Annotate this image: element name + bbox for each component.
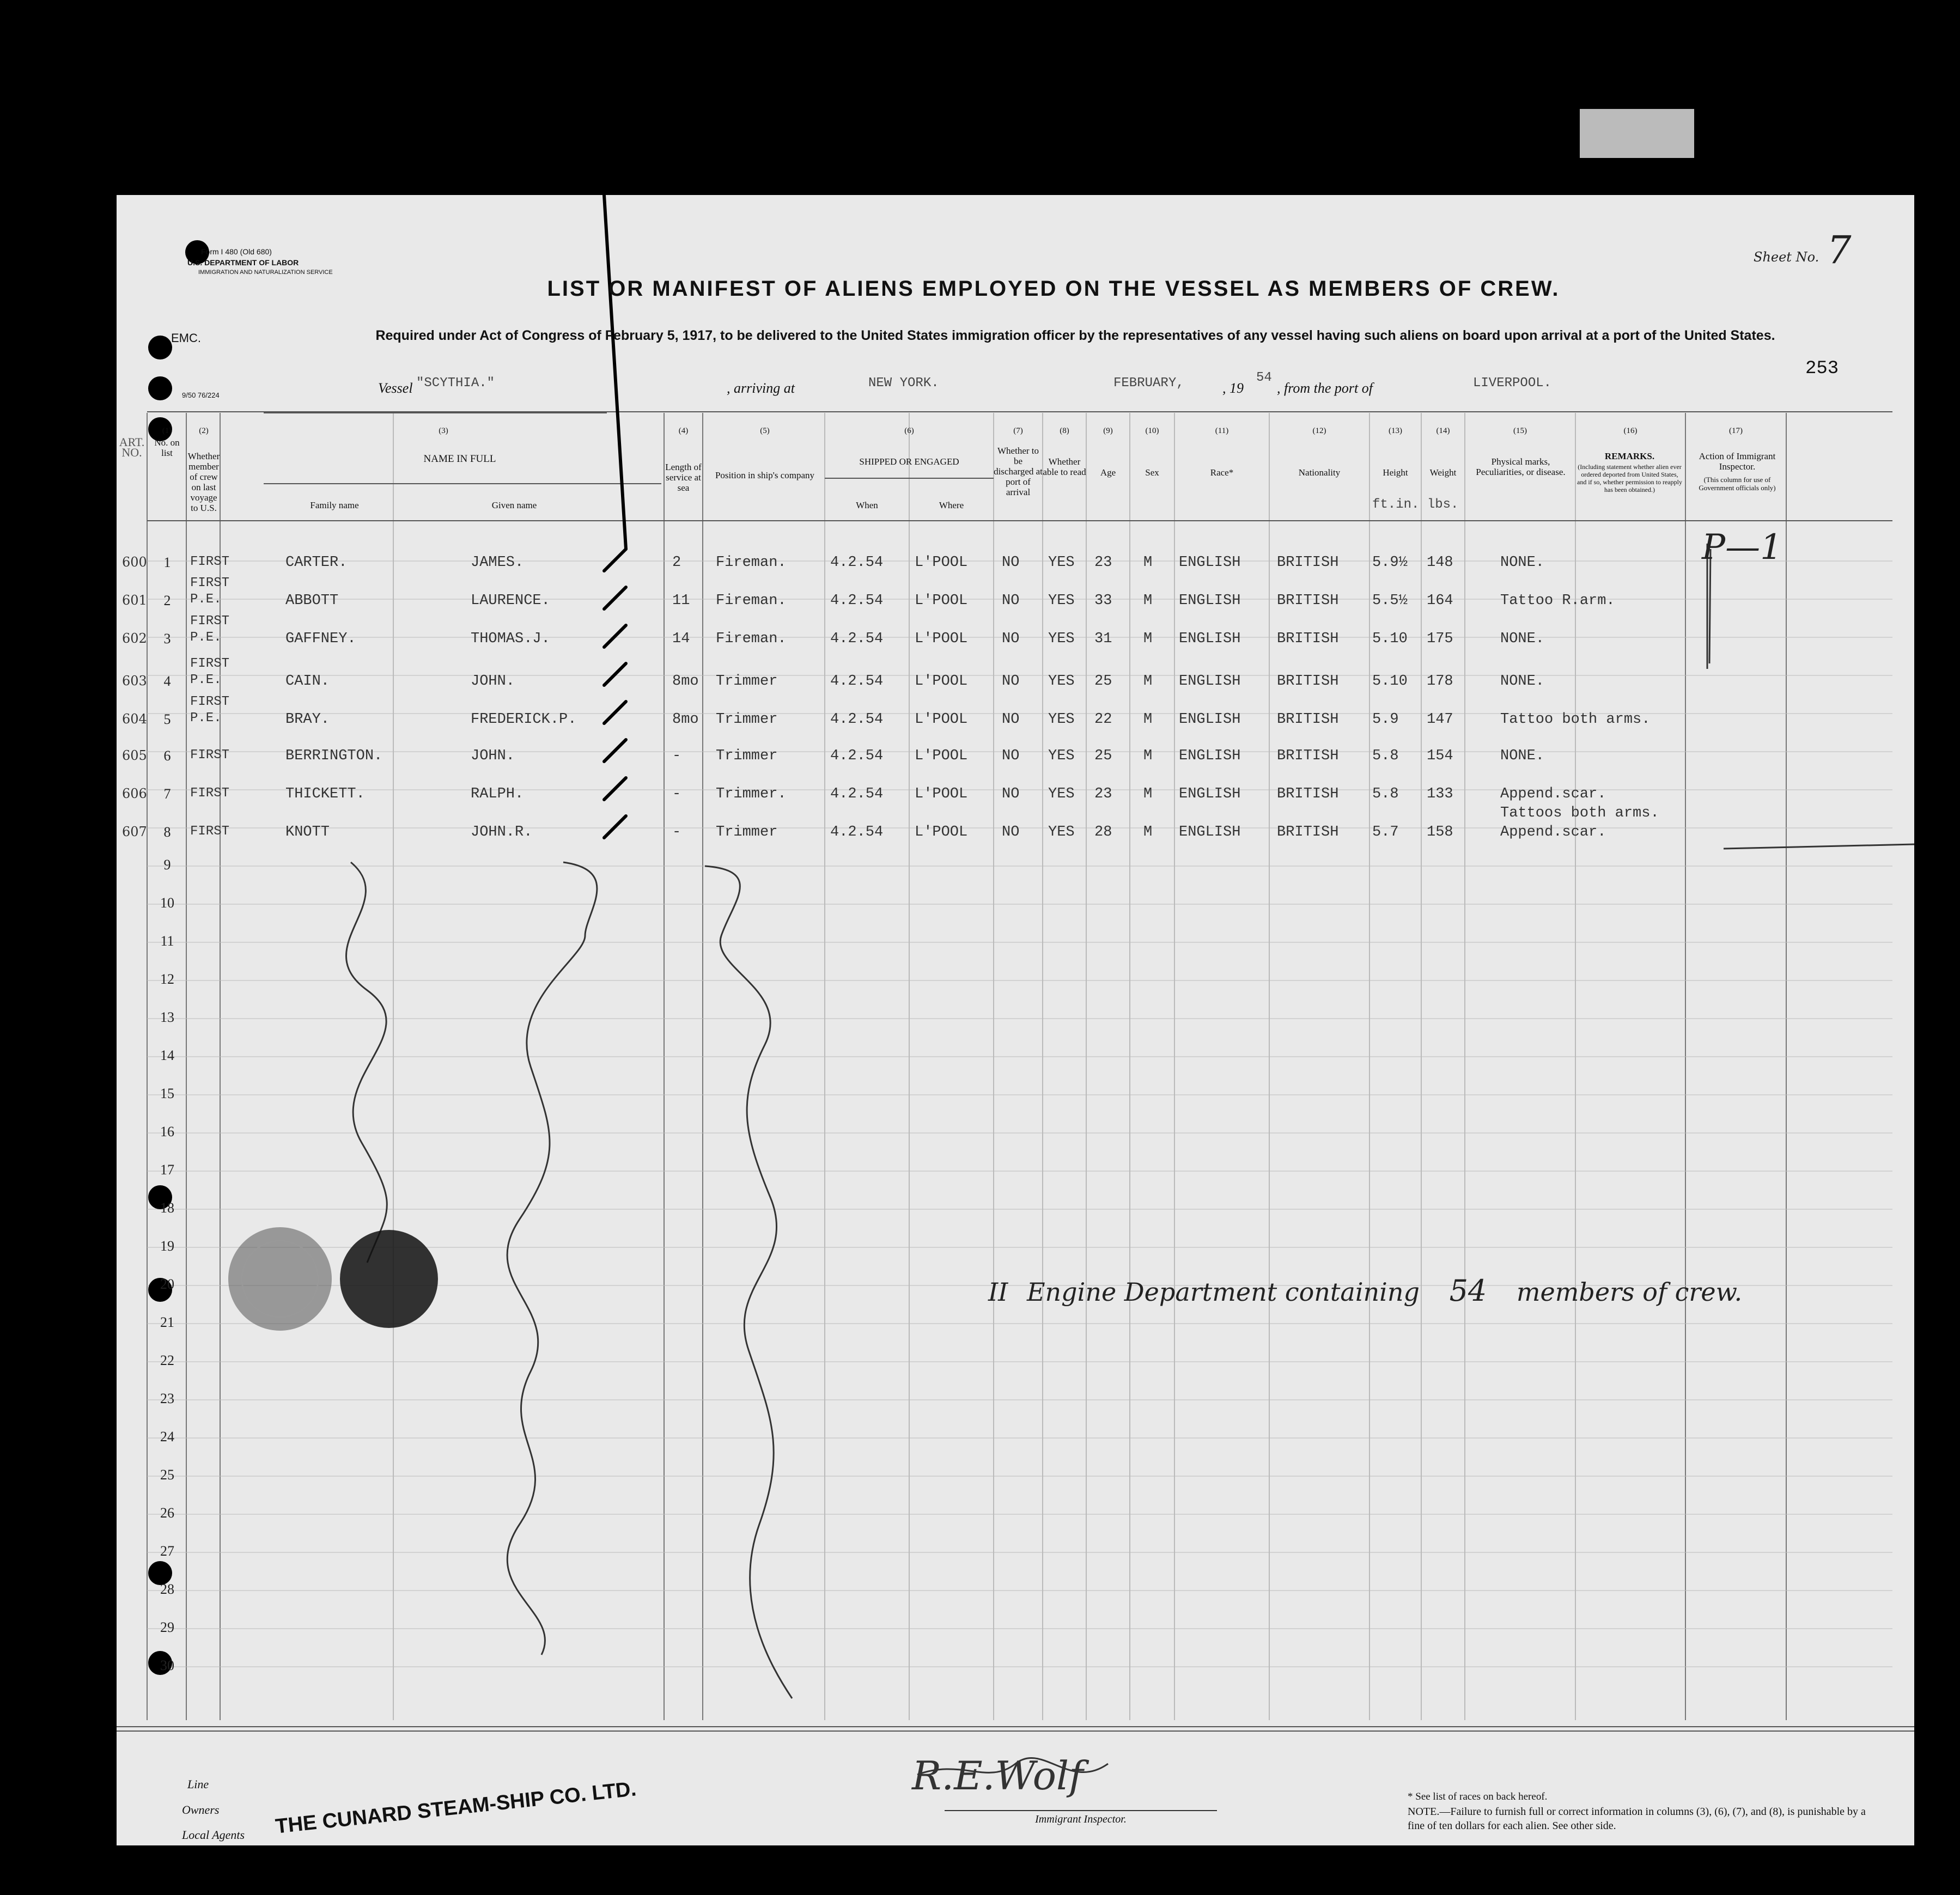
position: Fireman. bbox=[716, 555, 787, 571]
given-name: JOHN. bbox=[471, 673, 515, 690]
department-label: U.S. DEPARTMENT OF LABOR bbox=[187, 258, 299, 267]
agents-label: Local Agents bbox=[182, 1828, 245, 1842]
col-num-9: (9) bbox=[1103, 426, 1113, 435]
races-note: * See list of races on back hereof. bbox=[1408, 1791, 1548, 1802]
prev-voyage: FIRST P.E. bbox=[190, 576, 230, 607]
discharged: NO bbox=[1002, 824, 1020, 840]
family-name: BRAY. bbox=[285, 711, 330, 728]
service: 8mo bbox=[672, 673, 699, 690]
col-num-10: (10) bbox=[1145, 426, 1159, 435]
given-name: FREDERICK.P. bbox=[471, 711, 577, 728]
given-name: RALPH. bbox=[471, 786, 524, 802]
col-num-7: (7) bbox=[1013, 426, 1023, 435]
prev-voyage: FIRST bbox=[190, 748, 230, 763]
col-family-name: Family name bbox=[310, 500, 359, 510]
shipped-when: 4.2.54 bbox=[830, 631, 884, 647]
given-name: LAURENCE. bbox=[471, 593, 550, 609]
prev-voyage: FIRST P.E. bbox=[190, 694, 230, 726]
shipped-where: L'POOL bbox=[915, 631, 968, 647]
family-name: CARTER. bbox=[285, 555, 348, 571]
vessel-label: Vessel bbox=[378, 380, 413, 396]
from-label: , from the port of bbox=[1277, 380, 1373, 396]
given-name: JOHN. bbox=[471, 748, 515, 764]
able-to-read: YES bbox=[1048, 673, 1075, 690]
art-no: 607 bbox=[122, 824, 147, 839]
position: Trimmer bbox=[716, 711, 778, 728]
physical-marks: NONE. bbox=[1500, 555, 1545, 571]
row-no: 5 bbox=[163, 711, 171, 727]
service-label: IMMIGRATION AND NATURALIZATION SERVICE bbox=[198, 269, 333, 276]
row-no: 6 bbox=[163, 748, 171, 764]
prev-voyage: FIRST bbox=[190, 824, 230, 839]
row-no: 16 bbox=[160, 1124, 174, 1140]
nationality: BRITISH bbox=[1277, 786, 1339, 802]
table-row bbox=[117, 549, 1696, 587]
note-text: Engine Department containing bbox=[1026, 1277, 1420, 1307]
table-row bbox=[117, 614, 1696, 663]
sex: M bbox=[1143, 593, 1153, 609]
art-no: 606 bbox=[122, 786, 147, 801]
col-nationality: Nationality bbox=[1298, 467, 1341, 478]
tape-patch bbox=[1580, 109, 1694, 158]
race: ENGLISH bbox=[1179, 673, 1241, 690]
sex: M bbox=[1143, 673, 1153, 690]
sheet-stamp: 253 bbox=[1805, 358, 1839, 379]
table-row bbox=[117, 778, 1696, 816]
able-to-read: YES bbox=[1048, 631, 1075, 647]
age: 23 bbox=[1094, 786, 1112, 802]
discharged: NO bbox=[1002, 593, 1020, 609]
vessel-name: "SCYTHIA." bbox=[416, 376, 495, 391]
col-inspector-action: Action of Immigrant Inspector. bbox=[1699, 451, 1776, 472]
table-row bbox=[117, 694, 1696, 740]
col-num-14: (14) bbox=[1436, 426, 1450, 435]
weight: 147 bbox=[1427, 711, 1453, 728]
row-no: 19 bbox=[160, 1238, 174, 1254]
prev-voyage: FIRST bbox=[190, 555, 230, 569]
shipped-when: 4.2.54 bbox=[830, 593, 884, 609]
col-num-11: (11) bbox=[1215, 426, 1229, 435]
col-num-1: (1) bbox=[162, 426, 172, 435]
height: 5.5½ bbox=[1372, 593, 1408, 609]
nationality: BRITISH bbox=[1277, 631, 1339, 647]
row-no: 11 bbox=[160, 933, 174, 949]
art-no: 602 bbox=[122, 631, 147, 646]
race: ENGLISH bbox=[1179, 748, 1241, 764]
crew-table-body bbox=[117, 549, 1914, 854]
page-subtitle: Required under Act of Congress of February 5, 1917, to be delivered to the United States immigration officer by the representatives of any vessel having such aliens on board upon arrival at a port of the United States. bbox=[375, 328, 1775, 343]
col-num-6: (6) bbox=[904, 426, 914, 435]
shipped-where: L'POOL bbox=[915, 593, 968, 609]
age: 22 bbox=[1094, 711, 1112, 728]
emc-label: EMC. bbox=[171, 331, 201, 345]
col-name: NAME IN FULL bbox=[423, 453, 496, 465]
shipped-when: 4.2.54 bbox=[830, 824, 884, 840]
col-num-17: (17) bbox=[1729, 426, 1743, 435]
weight: 164 bbox=[1427, 593, 1453, 609]
col-num-3: (3) bbox=[439, 426, 448, 435]
nationality: BRITISH bbox=[1277, 748, 1339, 764]
col-remarks-note: (Including statement whether alien ever ordered deported from United States, and if so, whether permission to reapply has been obtained.) bbox=[1577, 463, 1682, 493]
col-art-no: ART. NO. bbox=[119, 435, 145, 459]
weight: 148 bbox=[1427, 555, 1453, 571]
height: 5.7 bbox=[1372, 824, 1399, 840]
engine-department-note bbox=[988, 1274, 1742, 1308]
service: 11 bbox=[672, 593, 690, 609]
race: ENGLISH bbox=[1179, 711, 1241, 728]
physical-marks: NONE. bbox=[1500, 673, 1545, 690]
weight: 175 bbox=[1427, 631, 1453, 647]
physical-marks: Tattoo both arms. bbox=[1500, 711, 1651, 728]
shipped-where: L'POOL bbox=[915, 824, 968, 840]
shipped-when: 4.2.54 bbox=[830, 711, 884, 728]
row-no: 30 bbox=[160, 1658, 174, 1673]
nationality: BRITISH bbox=[1277, 555, 1339, 571]
sex: M bbox=[1143, 631, 1153, 647]
race: ENGLISH bbox=[1179, 555, 1241, 571]
col-num-4: (4) bbox=[678, 426, 689, 435]
family-name: THICKETT. bbox=[285, 786, 365, 802]
col-race: Race* bbox=[1210, 467, 1234, 478]
year-prefix: , 19 bbox=[1222, 380, 1244, 396]
col-num-15: (15) bbox=[1513, 426, 1527, 435]
service: 14 bbox=[672, 631, 690, 647]
shipped-when: 4.2.54 bbox=[830, 555, 884, 571]
arrival-year: 54 bbox=[1256, 370, 1272, 385]
able-to-read: YES bbox=[1048, 711, 1075, 728]
col-discharged: Whether to be discharged at port of arrival bbox=[994, 446, 1043, 497]
family-name: KNOTT bbox=[285, 824, 330, 840]
position: Fireman. bbox=[716, 593, 787, 609]
service: - bbox=[672, 786, 681, 802]
grid-lines bbox=[117, 195, 1914, 1845]
physical-marks-2: Append.scar. bbox=[1500, 824, 1606, 840]
row-no: 4 bbox=[163, 673, 171, 689]
sex: M bbox=[1143, 786, 1153, 802]
height: 5.8 bbox=[1372, 748, 1399, 764]
col-weight: Weight bbox=[1429, 467, 1457, 478]
race: ENGLISH bbox=[1179, 824, 1241, 840]
family-name: ABBOTT bbox=[285, 593, 339, 609]
col-where: Where bbox=[939, 500, 964, 510]
penalty-note: NOTE.—Failure to furnish full or correct information in columns (3), (6), (7), and (8), is punishable by a fine of ten dollars for each alien. See other side. bbox=[1408, 1806, 1866, 1832]
age: 23 bbox=[1094, 555, 1112, 571]
physical-marks: NONE. bbox=[1500, 748, 1545, 764]
service: 2 bbox=[672, 555, 681, 571]
row-no: 1 bbox=[163, 555, 171, 570]
col-service: Length of service at sea bbox=[665, 462, 702, 493]
position: Trimmer bbox=[716, 824, 778, 840]
crew-count: 54 bbox=[1449, 1274, 1487, 1308]
discharged: NO bbox=[1002, 748, 1020, 764]
shipped-where: L'POOL bbox=[915, 673, 968, 690]
col-inspector-note: (This column for use of Government officials only) bbox=[1699, 476, 1776, 492]
col-num-13: (13) bbox=[1389, 426, 1402, 435]
age: 28 bbox=[1094, 824, 1112, 840]
row-no: 7 bbox=[163, 786, 171, 802]
shipped-where: L'POOL bbox=[915, 555, 968, 571]
sex: M bbox=[1143, 824, 1153, 840]
family-name: CAIN. bbox=[285, 673, 330, 690]
shipped-where: L'POOL bbox=[915, 711, 968, 728]
age: 25 bbox=[1094, 748, 1112, 764]
col-sex: Sex bbox=[1145, 467, 1159, 478]
note-prefix: II bbox=[988, 1277, 1008, 1307]
weight: 133 bbox=[1427, 786, 1453, 802]
position: Fireman. bbox=[716, 631, 787, 647]
row-no: 3 bbox=[163, 631, 171, 647]
manifest-page bbox=[117, 195, 1914, 1845]
given-name: JOHN.R. bbox=[471, 824, 533, 840]
row-no: 27 bbox=[160, 1543, 174, 1559]
row-no: 18 bbox=[160, 1200, 174, 1216]
shipped-where: L'POOL bbox=[915, 748, 968, 764]
table-row bbox=[117, 656, 1696, 702]
age: 33 bbox=[1094, 593, 1112, 609]
row-no: 8 bbox=[163, 824, 171, 840]
row-no: 29 bbox=[160, 1619, 174, 1635]
age: 25 bbox=[1094, 673, 1112, 690]
inspector-signature: R.E.Wolf bbox=[912, 1753, 1084, 1799]
line-label: Line bbox=[187, 1777, 209, 1791]
service: 8mo bbox=[672, 711, 699, 728]
race: ENGLISH bbox=[1179, 631, 1241, 647]
row-no: 20 bbox=[160, 1276, 174, 1292]
row-no: 28 bbox=[160, 1581, 174, 1597]
company-stamp: THE CUNARD STEAM-SHIP CO. LTD. bbox=[274, 1777, 638, 1838]
nationality: BRITISH bbox=[1277, 824, 1339, 840]
nationality: BRITISH bbox=[1277, 673, 1339, 690]
discharged: NO bbox=[1002, 711, 1020, 728]
art-no: 603 bbox=[122, 673, 147, 688]
row-no: 25 bbox=[160, 1467, 174, 1483]
family-name: BERRINGTON. bbox=[285, 748, 383, 764]
shipped-when: 4.2.54 bbox=[830, 748, 884, 764]
row-no: 2 bbox=[163, 593, 171, 608]
able-to-read: YES bbox=[1048, 593, 1075, 609]
form-number: Form I 480 (Old 680) bbox=[201, 247, 272, 256]
row-no: 21 bbox=[160, 1314, 174, 1330]
empty-row-numbers bbox=[148, 857, 186, 1696]
form-code: 9/50 76/224 bbox=[182, 391, 220, 399]
nationality: BRITISH bbox=[1277, 593, 1339, 609]
art-no: 601 bbox=[122, 593, 147, 608]
sheet-number: 7 bbox=[1827, 228, 1852, 272]
col-num-2: (2) bbox=[199, 426, 209, 435]
col-num-16: (16) bbox=[1623, 426, 1638, 435]
physical-marks: Tattoo R.arm. bbox=[1500, 593, 1615, 609]
service: - bbox=[672, 824, 681, 840]
discharged: NO bbox=[1002, 555, 1020, 571]
height: 5.10 bbox=[1372, 673, 1408, 690]
art-no: 600 bbox=[122, 555, 147, 570]
col-num-8: (8) bbox=[1060, 426, 1069, 435]
able-to-read: YES bbox=[1048, 824, 1075, 840]
physical-marks: NONE. bbox=[1500, 631, 1545, 647]
sex: M bbox=[1143, 555, 1153, 571]
discharged: NO bbox=[1002, 631, 1020, 647]
prev-voyage: FIRST P.E. bbox=[190, 614, 230, 645]
row-no: 15 bbox=[160, 1086, 174, 1101]
row-no: 12 bbox=[160, 971, 174, 987]
col-when: When bbox=[856, 500, 878, 510]
col-age: Age bbox=[1100, 467, 1116, 478]
row-no: 13 bbox=[160, 1009, 174, 1025]
vessel-line bbox=[160, 370, 1860, 402]
nationality: BRITISH bbox=[1277, 711, 1339, 728]
able-to-read: YES bbox=[1048, 786, 1075, 802]
art-no: 605 bbox=[122, 748, 147, 763]
inspector-mark: P—1 bbox=[1702, 527, 1782, 568]
note-suffix: members of crew. bbox=[1516, 1277, 1743, 1307]
sex: M bbox=[1143, 711, 1153, 728]
weight: 154 bbox=[1427, 748, 1453, 764]
age: 31 bbox=[1094, 631, 1112, 647]
discharged: NO bbox=[1002, 786, 1020, 802]
col-prev-voyage: Whether member of crew on last voyage to U.S. bbox=[187, 451, 220, 513]
given-name: JAMES. bbox=[471, 555, 524, 571]
shipped-where: L'POOL bbox=[915, 786, 968, 802]
position: Trimmer bbox=[716, 673, 778, 690]
weight: 158 bbox=[1427, 824, 1453, 840]
family-name: GAFFNEY. bbox=[285, 631, 356, 647]
given-name: THOMAS.J. bbox=[471, 631, 550, 647]
height: 5.8 bbox=[1372, 786, 1399, 802]
prev-voyage: FIRST bbox=[190, 786, 230, 801]
height: 5.10 bbox=[1372, 631, 1408, 647]
table-row bbox=[117, 576, 1696, 625]
position: Trimmer. bbox=[716, 786, 787, 802]
page-title: LIST OR MANIFEST OF ALIENS EMPLOYED ON THE VESSEL AS MEMBERS OF CREW. bbox=[547, 277, 1560, 301]
position: Trimmer bbox=[716, 748, 778, 764]
weight: 178 bbox=[1427, 673, 1453, 690]
able-to-read: YES bbox=[1048, 748, 1075, 764]
seal-image bbox=[228, 1227, 438, 1331]
sheet-label: Sheet No. bbox=[1754, 249, 1819, 265]
sex: M bbox=[1143, 748, 1153, 764]
col-remarks: REMARKS. bbox=[1604, 451, 1655, 461]
height: 5.9 bbox=[1372, 711, 1399, 728]
row-no: 17 bbox=[160, 1162, 174, 1178]
row-no: 26 bbox=[160, 1505, 174, 1521]
prev-voyage: FIRST P.E. bbox=[190, 656, 230, 687]
table-row bbox=[117, 740, 1696, 778]
service: - bbox=[672, 748, 681, 764]
col-shipped: SHIPPED OR ENGAGED bbox=[859, 456, 959, 467]
height: 5.9½ bbox=[1372, 555, 1408, 571]
arrival-port: NEW YORK. bbox=[868, 376, 939, 391]
discharged: NO bbox=[1002, 673, 1020, 690]
shipped-when: 4.2.54 bbox=[830, 673, 884, 690]
col-position: Position in ship's company bbox=[715, 470, 815, 480]
col-no-on-list: No. on list bbox=[154, 437, 180, 458]
row-no: 24 bbox=[160, 1429, 174, 1445]
col-given-name: Given name bbox=[491, 500, 537, 510]
owners-label: Owners bbox=[182, 1803, 220, 1817]
signature-label: Immigrant Inspector. bbox=[945, 1810, 1217, 1826]
row-no: 9 bbox=[163, 857, 171, 873]
physical-marks: Tattoos both arms. bbox=[1500, 805, 1659, 821]
row-no: 23 bbox=[160, 1391, 174, 1406]
col-read: Whether able to read bbox=[1043, 456, 1086, 477]
race: ENGLISH bbox=[1179, 786, 1241, 802]
departure-port: LIVERPOOL. bbox=[1473, 376, 1552, 391]
table-row bbox=[117, 805, 1696, 854]
col-num-5: (5) bbox=[760, 426, 770, 435]
art-no: 604 bbox=[122, 711, 147, 727]
physical-marks: Append.scar. bbox=[1500, 786, 1606, 802]
shipped-when: 4.2.54 bbox=[830, 786, 884, 802]
arriving-label: , arriving at bbox=[727, 380, 795, 396]
height-weight-units: ft.in. lbs. bbox=[1372, 497, 1459, 512]
col-physical-marks: Physical marks, Peculiarities, or disease. bbox=[1476, 456, 1566, 477]
race: ENGLISH bbox=[1179, 593, 1241, 609]
arrival-month: FEBRUARY, bbox=[1113, 376, 1184, 391]
row-no: 10 bbox=[160, 895, 174, 911]
row-no: 22 bbox=[160, 1352, 174, 1368]
able-to-read: YES bbox=[1048, 555, 1075, 571]
col-num-12: (12) bbox=[1312, 426, 1326, 435]
row-no: 14 bbox=[160, 1047, 174, 1063]
col-height: Height bbox=[1383, 467, 1408, 478]
